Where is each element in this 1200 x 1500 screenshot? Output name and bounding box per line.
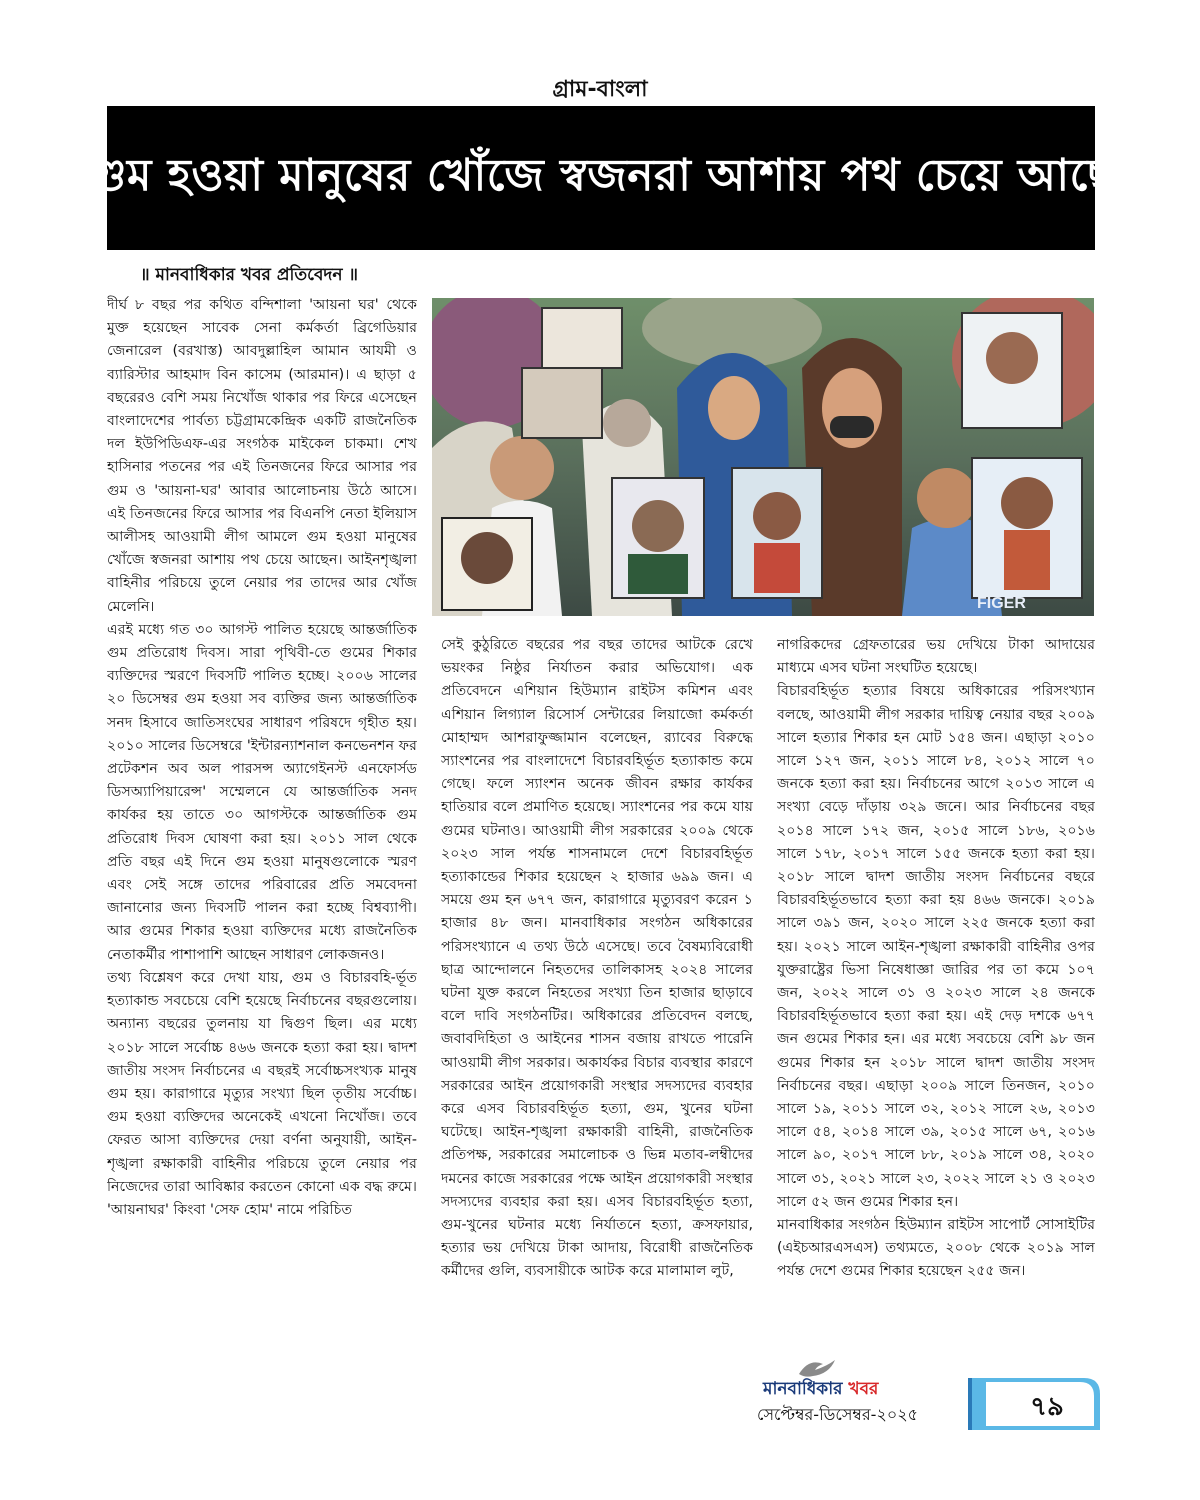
paragraph: দীর্ঘ ৮ বছর পর কথিত বন্দিশালা 'আয়না ঘর' থেকে মুক্ত হয়েছেন সাবেক সেনা কর্মকর্তা ব্রিগেডিয়ার জেনারেল (বরখাস্ত) আবদুল্লাহিল আমান আযমী ও ব্যারিস্টার আহমাদ বিন কাসেম (আরমান)। এ ছাড়া ৫ বছরেরও বেশি সময় নিখোঁজ থাকার পর ফিরে এসেছেন বাংলাদেশের পার্বত্য চট্টগ্রামকেন্দ্রিক একটি রাজনৈতিক দল ইউপিডিএফ-এর সংগঠক মাইকেল চাকমা। শেখ হাসিনার পতনের পর এই তিনজনের ফিরে আসার পর গুম ও 'আয়না-ঘর' আবার আলোচনায় উঠে আসে। এই তিনজনের ফিরে আসার পর বিএনপি নেতা ইলিয়াস আলীসহ আওয়ামী লীগ আমলে গুম হওয়া মানুষের খোঁজে স্বজনরা আশায় পথ চেয়ে আছেন। আইনশৃঙ্খলা বাহিনীর পরিচয়ে তুলে নেয়ার পর তাদের আর খোঁজ মেলেনি।	[107, 297, 417, 615]
headline: গুম হওয়া মানুষের খোঁজে স্বজনরা আশায় পথ চেয়ে আছে	[87, 149, 1115, 201]
article-column-3	[777, 634, 1095, 1314]
protest-photo-illustration	[432, 298, 1094, 616]
headline-banner	[87, 106, 1115, 250]
article-column-2	[441, 634, 753, 1366]
paragraph: তথ্য বিশ্লেষণ করে দেখা যায়, গুম ও বিচারবহি-র্ভূত হত্যাকান্ড সবচেয়ে বেশি হয়েছে নির্বাচনের বছরগুলোয়। অন্যান্য বছরের তুলনায় যা দ্বিগুণ ছিল। এর মধ্যে ২০১৮ সালে সর্বোচ্চ ৪৬৬ জনকে হত্যা করা হয়। দ্বাদশ জাতীয় সংসদ নির্বাচনের এ বছরই সর্বোচ্চসংখ্যক মানুষ গুম হয়। কারাগারে মৃত্যুর সংখ্যা ছিল তৃতীয় সর্বোচ্চ। গুম হওয়া ব্যক্তিদের অনেকেই এখনো নিখোঁজ। তবে ফেরত আসা ব্যক্তিদের দেয়া বর্ণনা অনুযায়ী, আইন-শৃঙ্খলা রক্ষাকারী বাহিনীর পরিচয়ে তুলে নেয়ার পর নিজেদের তারা আবিষ্কার করতেন কোনো এক বদ্ধ রুমে। 'আয়নাঘর' কিংবা 'সেফ হোম' নামে পরিচিত	[107, 969, 417, 1218]
publication-logo	[757, 1356, 937, 1399]
page-number: ৭৯	[1030, 1392, 1064, 1422]
shirt-text: FIGER	[977, 595, 1026, 612]
paragraph: নাগরিকদের গ্রেফতারের ভয় দেখিয়ে টাকা আদায়ের মাধ্যমে এসব ঘটনা সংঘটিত হয়েছে।	[777, 637, 1095, 677]
paragraph: সেই কুঠুরিতে বছরের পর বছর তাদের আটকে রেখে ভয়ংকর নিষ্ঠুর নির্যাতন করার অভিযোগ। এক প্রতিবেদনে এশিয়ান হিউম্যান রাইটস কমিশন এবং এশিয়ান লিগ্যাল রিসোর্স সেন্টারের লিয়াজো কর্মকর্তা মোহাম্মদ আশরাফুজ্জামান বলেছেন, র‌্যাবের বিরুদ্ধে স্যাংশনের পর বাংলাদেশে বিচারবহির্ভূত হত্যাকান্ড কমে গেছে। ফলে স্যাংশন অনেক জীবন রক্ষার কার্যকর হাতিয়ার বলে প্রমাণিত হয়েছে। স্যাংশনের পর কমে যায় গুমের ঘটনাও। আওয়ামী লীগ সরকারের ২০০৯ থেকে ২০২৩ সাল পর্যন্ত শাসনামলে দেশে বিচারবহির্ভূত হত্যাকান্ডের শিকার হয়েছেন ২ হাজার ৬৯৯ জন। এ সময়ে গুম হন ৬৭৭ জন, কারাগারে মৃত্যুবরণ করেন ১ হাজার ৪৮ জন। মানবাধিকার সংগঠন অধিকারের পরিসংখ্যানে এ তথ্য উঠে এসেছে। তবে বৈষম্যবিরোধী ছাত্র আন্দোলনে নিহতদের তালিকাসহ ২০২৪ সালের ঘটনা যুক্ত করলে নিহতের সংখ্যা তিন হাজার ছাড়াবে বলে দাবি সংগঠনটির। অধিকারের প্রতিবেদন বলছে, জবাবদিহিতা ও আইনের শাসন বজায় রাখতে পারেনি আওয়ামী লীগ সরকার। অকার্যকর বিচার ব্যবস্থার কারণে সরকারের আইন প্রয়োগকারী সংস্থার সদস্যদের ব্যবহার করে এসব বিচারবহির্ভূত হত্যা, গুম, খুনের ঘটনা ঘটেছে। আইন-শৃঙ্খলা রক্ষাকারী বাহিনী, রাজনৈতিক প্রতিপক্ষ, সরকারের সমালোচক ও ভিন্ন মতাব-লম্বীদের দমনের কাজে সরকারের পক্ষে আইন প্রয়োগকারী সংস্থার সদস্যদের ব্যবহার করা হয়। এসব বিচারবহির্ভূত হত্যা, গুম-খুনের ঘটনার মধ্যে নির্যাতনে হত্যা, ক্রসফায়ার, হত্যার ভয় দেখিয়ে টাকা আদায়, বিরোধী রাজনৈতিক কর্মীদের গুলি, ব্যবসায়ীকে আটক করে মালামাল লুট,	[441, 637, 753, 1280]
paragraph: মানবাধিকার সংগঠন হিউম্যান রাইটস সাপোর্ট সোসাইটির (এইচআরএসএস) তথ্যমতে, ২০০৮ থেকে ২০১৯ সাল পর্যন্ত দেশে গুমের শিকার হয়েছেন ২৫৫ জন।	[777, 1217, 1095, 1280]
news-photo	[432, 298, 1094, 616]
logo-text	[763, 1376, 878, 1404]
section-label: গ্রাম-বাংলা	[552, 77, 648, 102]
paragraph: বিচারবহির্ভূত হত্যার বিষয়ে অধিকারের পরিসংখ্যান বলছে, আওয়ামী লীগ সরকার দায়িত্ব নেয়ার বছর ২০০৯ সালে হত্যার শিকার হন মোট ১৫৪ জন। এছাড়া ২০১০ সালে ১২৭ জন, ২০১১ সালে ৮৪, ২০১২ সালে ৭০ জনকে হত্যা করা হয়। নির্বাচনের আগে ২০১৩ সালে এ সংখ্যা বেড়ে দাঁড়ায় ৩২৯ জনে। আর নির্বাচনের বছর ২০১৪ সালে ১৭২ জন, ২০১৫ সালে ১৮৬, ২০১৬ সালে ১৭৮, ২০১৭ সালে ১৫৫ জনকে হত্যা করা হয়। ২০১৮ সালে দ্বাদশ জাতীয় সংসদ নির্বাচনের বছরে বিচারবহির্ভূতভাবে হত্যা করা হয় ৪৬৬ জনকে। ২০১৯ সালে ৩৯১ জন, ২০২০ সালে ২২৫ জনকে হত্যা করা হয়। ২০২১ সালে আইন-শৃঙ্খলা রক্ষাকারী বাহিনীর ওপর যুক্তরাষ্ট্রের ভিসা নিষেধাজ্ঞা জারির পর তা কমে ১০৭ জন, ২০২২ সালে ৩১ ও ২০২৩ সালে ২৪ জনকে বিচারবহির্ভূতভাবে হত্যা করা হয়। এই দেড় দশকে ৬৭৭ জন গুমের শিকার হন। এর মধ্যে সবচেয়ে বেশি ৯৮ জন গুমের শিকার হন ২০১৮ সালে দ্বাদশ জাতীয় সংসদ নির্বাচনের বছর। এছাড়া ২০০৯ সালে তিনজন, ২০১০ সালে ১৯, ২০১১ সালে ৩২, ২০১২ সালে ২৬, ২০১৩ সালে ৫৪, ২০১৪ সালে ৩৯, ২০১৫ সালে ৬৭, ২০১৬ সালে ৯০, ২০১৭ সালে ৮৮, ২০১৯ সালে ৩৪, ২০২০ সালে ৩১, ২০২১ সালে ২৩, ২০২২ সালে ২১ ও ২০২৩ সালে ৫২ জন গুমের শিকার হন।	[777, 683, 1095, 1210]
paragraph: এরই মধ্যে গত ৩০ আগস্ট পালিত হয়েছে আন্তর্জাতিক গুম প্রতিরোধ দিবস। সারা পৃথিবী-তে গুমের শিকার ব্যক্তিদের স্মরণে দিবসটি পালিত হচ্ছে। ২০০৬ সালের ২০ ডিসেম্বর গুম হওয়া সব ব্যক্তির জন্য আন্তর্জাতিক সনদ হিসাবে জাতিসংঘের সাধারণ পরিষদে গৃহীত হয়। ২০১০ সালের ডিসেম্বরে 'ইন্টারন্যাশনাল কনভেনশন ফর প্রটেকশন অব অল পারসন্স অ্যাগেইনস্ট এনফোর্সড ডিসঅ্যাপিয়ারেন্স' সম্মেলনে যে আন্তর্জাতিক সনদ কার্যকর হয় তাতে ৩০ আগস্টকে আন্তর্জাতিক গুম প্রতিরোধ দিবস ঘোষণা করা হয়। ২০১১ সাল থেকে প্রতি বছর এই দিনে গুম হওয়া মানুষগুলোকে স্মরণ এবং সেই সঙ্গে তাদের পরিবারের প্রতি সমবেদনা জানানোর জন্য দিবসটি পালন করা হচ্ছে বিশ্বব্যাপী। আর গুমের শিকার হওয়া ব্যক্তিদের মধ্যে রাজনৈতিক নেতাকর্মীর পাশাপাশি আছেন সাধারণ লোকজনও।	[107, 621, 417, 963]
byline: ॥ মানবাধিকার খবর প্রতিবেদন ॥	[140, 265, 359, 285]
logo-accent: খবর	[848, 1379, 879, 1399]
article-column-1	[107, 294, 417, 1366]
logo-main: মানবাধিকার	[763, 1379, 849, 1399]
issue-date: সেপ্টেম্বর-ডিসেম্বর-২০২৫	[757, 1405, 919, 1424]
